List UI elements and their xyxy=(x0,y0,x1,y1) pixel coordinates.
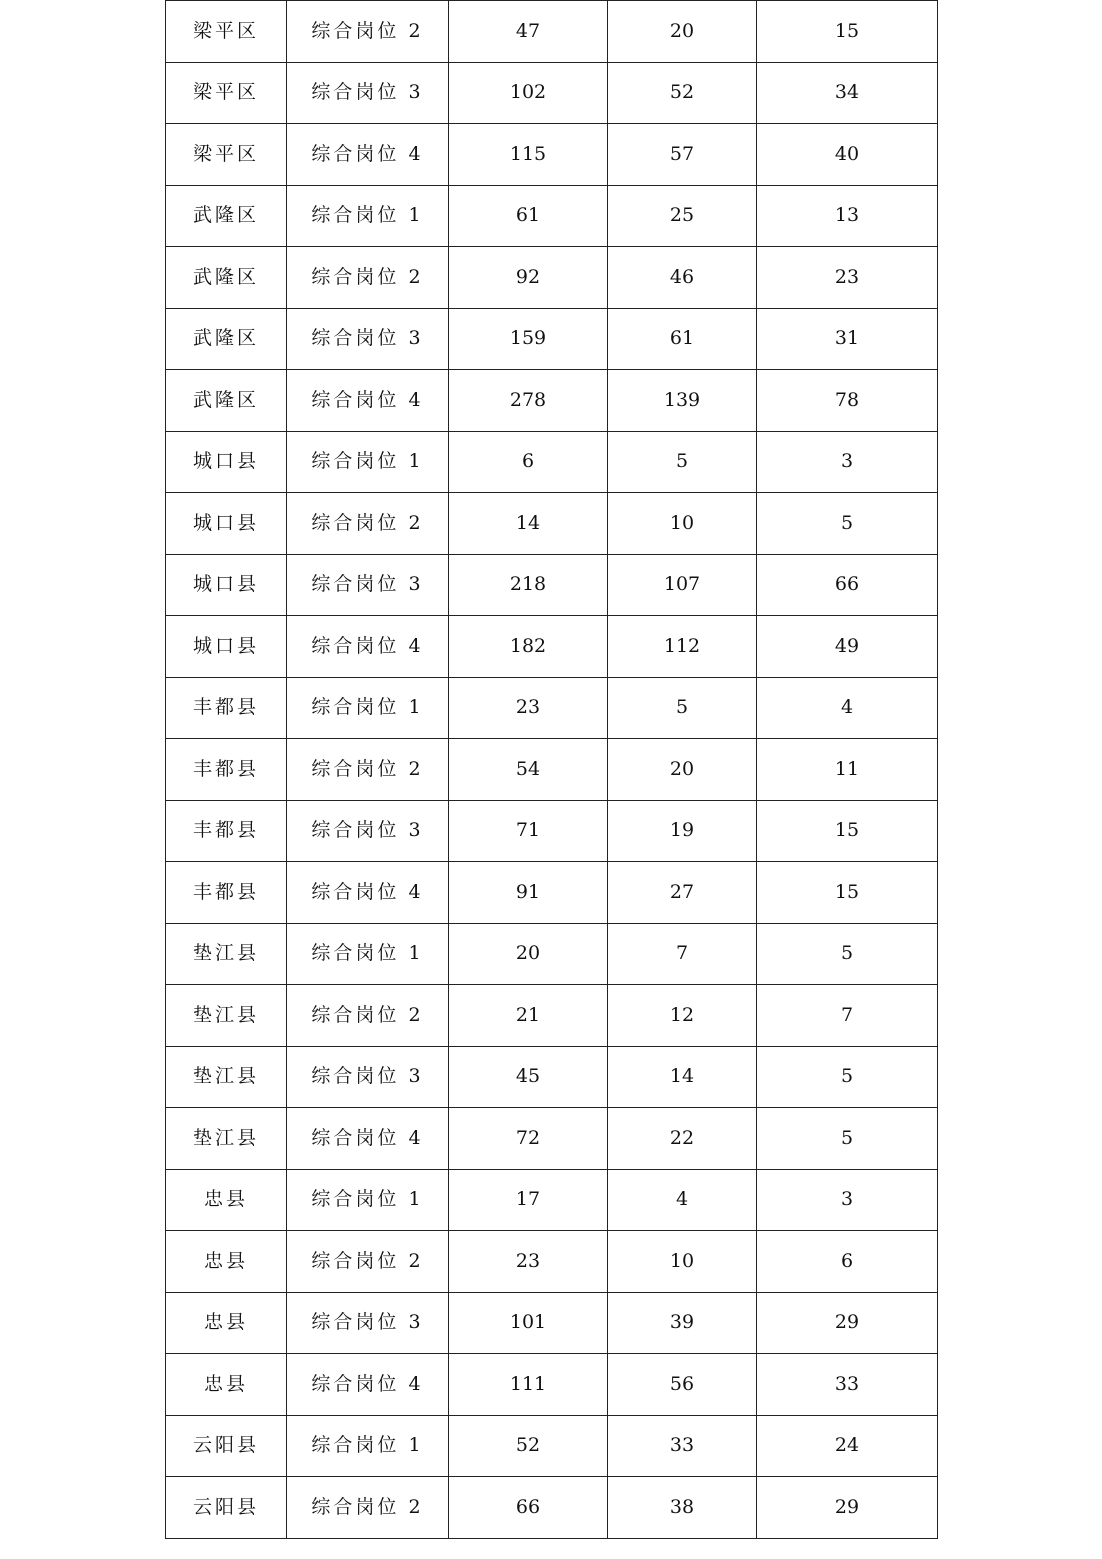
position-cell: 综合岗位 2 xyxy=(287,247,449,309)
region-cell: 武隆区 xyxy=(166,370,287,432)
value-cell-col3: 52 xyxy=(449,1415,608,1477)
table-row xyxy=(166,1354,938,1416)
region-cell: 武隆区 xyxy=(166,308,287,370)
value-cell-col3: 66 xyxy=(449,1477,608,1539)
value-cell-col3: 17 xyxy=(449,1169,608,1231)
position-cell: 综合岗位 2 xyxy=(287,1,449,63)
position-cell: 综合岗位 3 xyxy=(287,554,449,616)
value-cell-col5: 3 xyxy=(757,431,938,493)
value-cell-col3: 61 xyxy=(449,185,608,247)
position-cell: 综合岗位 2 xyxy=(287,493,449,555)
table-row xyxy=(166,1292,938,1354)
position-cell: 综合岗位 2 xyxy=(287,1231,449,1293)
position-cell: 综合岗位 1 xyxy=(287,923,449,985)
position-cell: 综合岗位 4 xyxy=(287,862,449,924)
table-row xyxy=(166,554,938,616)
value-cell-col5: 66 xyxy=(757,554,938,616)
value-cell-col5: 5 xyxy=(757,1108,938,1170)
value-cell-col5: 7 xyxy=(757,985,938,1047)
value-cell-col5: 49 xyxy=(757,616,938,678)
region-cell: 云阳县 xyxy=(166,1477,287,1539)
region-cell: 梁平区 xyxy=(166,1,287,63)
value-cell-col5: 15 xyxy=(757,800,938,862)
value-cell-col3: 218 xyxy=(449,554,608,616)
value-cell-col5: 4 xyxy=(757,677,938,739)
table-row xyxy=(166,308,938,370)
document-page xyxy=(165,0,937,1539)
value-cell-col3: 101 xyxy=(449,1292,608,1354)
value-cell-col4: 20 xyxy=(608,739,757,801)
table-row xyxy=(166,862,938,924)
value-cell-col5: 5 xyxy=(757,493,938,555)
value-cell-col4: 14 xyxy=(608,1046,757,1108)
value-cell-col4: 7 xyxy=(608,923,757,985)
table-row xyxy=(166,1231,938,1293)
value-cell-col4: 112 xyxy=(608,616,757,678)
value-cell-col4: 19 xyxy=(608,800,757,862)
region-cell: 忠县 xyxy=(166,1169,287,1231)
value-cell-col3: 45 xyxy=(449,1046,608,1108)
position-cell: 综合岗位 2 xyxy=(287,985,449,1047)
value-cell-col4: 5 xyxy=(608,677,757,739)
value-cell-col4: 57 xyxy=(608,124,757,186)
value-cell-col3: 92 xyxy=(449,247,608,309)
value-cell-col5: 3 xyxy=(757,1169,938,1231)
table-row xyxy=(166,1046,938,1108)
region-cell: 梁平区 xyxy=(166,124,287,186)
position-cell: 综合岗位 4 xyxy=(287,370,449,432)
value-cell-col4: 33 xyxy=(608,1415,757,1477)
position-cell: 综合岗位 1 xyxy=(287,431,449,493)
value-cell-col4: 12 xyxy=(608,985,757,1047)
value-cell-col4: 25 xyxy=(608,185,757,247)
value-cell-col4: 27 xyxy=(608,862,757,924)
table-row xyxy=(166,62,938,124)
table-row xyxy=(166,370,938,432)
position-cell: 综合岗位 1 xyxy=(287,185,449,247)
position-cell: 综合岗位 3 xyxy=(287,62,449,124)
value-cell-col4: 107 xyxy=(608,554,757,616)
region-cell: 丰都县 xyxy=(166,739,287,801)
table-row xyxy=(166,1,938,63)
table-row xyxy=(166,677,938,739)
region-cell: 梁平区 xyxy=(166,62,287,124)
value-cell-col5: 40 xyxy=(757,124,938,186)
table-row xyxy=(166,923,938,985)
value-cell-col3: 20 xyxy=(449,923,608,985)
region-cell: 城口县 xyxy=(166,616,287,678)
region-cell: 忠县 xyxy=(166,1292,287,1354)
value-cell-col4: 46 xyxy=(608,247,757,309)
value-cell-col5: 11 xyxy=(757,739,938,801)
region-cell: 垫江县 xyxy=(166,985,287,1047)
table-row xyxy=(166,1108,938,1170)
value-cell-col4: 56 xyxy=(608,1354,757,1416)
table-row xyxy=(166,800,938,862)
value-cell-col5: 34 xyxy=(757,62,938,124)
value-cell-col4: 22 xyxy=(608,1108,757,1170)
region-cell: 垫江县 xyxy=(166,1046,287,1108)
region-cell: 城口县 xyxy=(166,493,287,555)
position-cell: 综合岗位 3 xyxy=(287,800,449,862)
region-cell: 城口县 xyxy=(166,554,287,616)
value-cell-col3: 182 xyxy=(449,616,608,678)
value-cell-col3: 6 xyxy=(449,431,608,493)
value-cell-col3: 21 xyxy=(449,985,608,1047)
table-row xyxy=(166,1169,938,1231)
table-row xyxy=(166,431,938,493)
value-cell-col5: 29 xyxy=(757,1477,938,1539)
value-cell-col4: 10 xyxy=(608,1231,757,1293)
value-cell-col5: 24 xyxy=(757,1415,938,1477)
region-cell: 丰都县 xyxy=(166,677,287,739)
value-cell-col3: 71 xyxy=(449,800,608,862)
position-cell: 综合岗位 2 xyxy=(287,739,449,801)
position-cell: 综合岗位 4 xyxy=(287,124,449,186)
position-cell: 综合岗位 3 xyxy=(287,308,449,370)
table-row xyxy=(166,247,938,309)
region-cell: 城口县 xyxy=(166,431,287,493)
position-cell: 综合岗位 1 xyxy=(287,677,449,739)
value-cell-col4: 5 xyxy=(608,431,757,493)
table-row xyxy=(166,616,938,678)
value-cell-col3: 23 xyxy=(449,677,608,739)
region-cell: 云阳县 xyxy=(166,1415,287,1477)
value-cell-col5: 33 xyxy=(757,1354,938,1416)
position-cell: 综合岗位 4 xyxy=(287,616,449,678)
region-cell: 丰都县 xyxy=(166,800,287,862)
value-cell-col3: 111 xyxy=(449,1354,608,1416)
position-cell: 综合岗位 1 xyxy=(287,1415,449,1477)
position-cell: 综合岗位 4 xyxy=(287,1354,449,1416)
value-cell-col4: 4 xyxy=(608,1169,757,1231)
table-row xyxy=(166,124,938,186)
value-cell-col3: 14 xyxy=(449,493,608,555)
table-body xyxy=(166,1,938,1539)
table-row xyxy=(166,185,938,247)
value-cell-col5: 78 xyxy=(757,370,938,432)
position-cell: 综合岗位 1 xyxy=(287,1169,449,1231)
value-cell-col3: 23 xyxy=(449,1231,608,1293)
value-cell-col5: 15 xyxy=(757,1,938,63)
value-cell-col4: 39 xyxy=(608,1292,757,1354)
table-row xyxy=(166,1477,938,1539)
value-cell-col5: 29 xyxy=(757,1292,938,1354)
value-cell-col4: 61 xyxy=(608,308,757,370)
region-cell: 武隆区 xyxy=(166,185,287,247)
value-cell-col5: 5 xyxy=(757,923,938,985)
table-row xyxy=(166,1415,938,1477)
position-cell: 综合岗位 3 xyxy=(287,1292,449,1354)
position-cell: 综合岗位 3 xyxy=(287,1046,449,1108)
region-cell: 丰都县 xyxy=(166,862,287,924)
value-cell-col5: 23 xyxy=(757,247,938,309)
value-cell-col4: 38 xyxy=(608,1477,757,1539)
value-cell-col5: 13 xyxy=(757,185,938,247)
region-cell: 垫江县 xyxy=(166,1108,287,1170)
data-table xyxy=(165,0,938,1539)
value-cell-col4: 10 xyxy=(608,493,757,555)
region-cell: 忠县 xyxy=(166,1231,287,1293)
value-cell-col5: 15 xyxy=(757,862,938,924)
value-cell-col5: 5 xyxy=(757,1046,938,1108)
position-cell: 综合岗位 2 xyxy=(287,1477,449,1539)
value-cell-col5: 6 xyxy=(757,1231,938,1293)
value-cell-col3: 159 xyxy=(449,308,608,370)
value-cell-col5: 31 xyxy=(757,308,938,370)
value-cell-col4: 139 xyxy=(608,370,757,432)
table-row xyxy=(166,739,938,801)
value-cell-col3: 54 xyxy=(449,739,608,801)
value-cell-col3: 278 xyxy=(449,370,608,432)
value-cell-col3: 47 xyxy=(449,1,608,63)
value-cell-col4: 52 xyxy=(608,62,757,124)
region-cell: 忠县 xyxy=(166,1354,287,1416)
value-cell-col3: 115 xyxy=(449,124,608,186)
table-row xyxy=(166,493,938,555)
value-cell-col3: 91 xyxy=(449,862,608,924)
region-cell: 武隆区 xyxy=(166,247,287,309)
value-cell-col4: 20 xyxy=(608,1,757,63)
value-cell-col3: 102 xyxy=(449,62,608,124)
region-cell: 垫江县 xyxy=(166,923,287,985)
position-cell: 综合岗位 4 xyxy=(287,1108,449,1170)
value-cell-col3: 72 xyxy=(449,1108,608,1170)
table-row xyxy=(166,985,938,1047)
